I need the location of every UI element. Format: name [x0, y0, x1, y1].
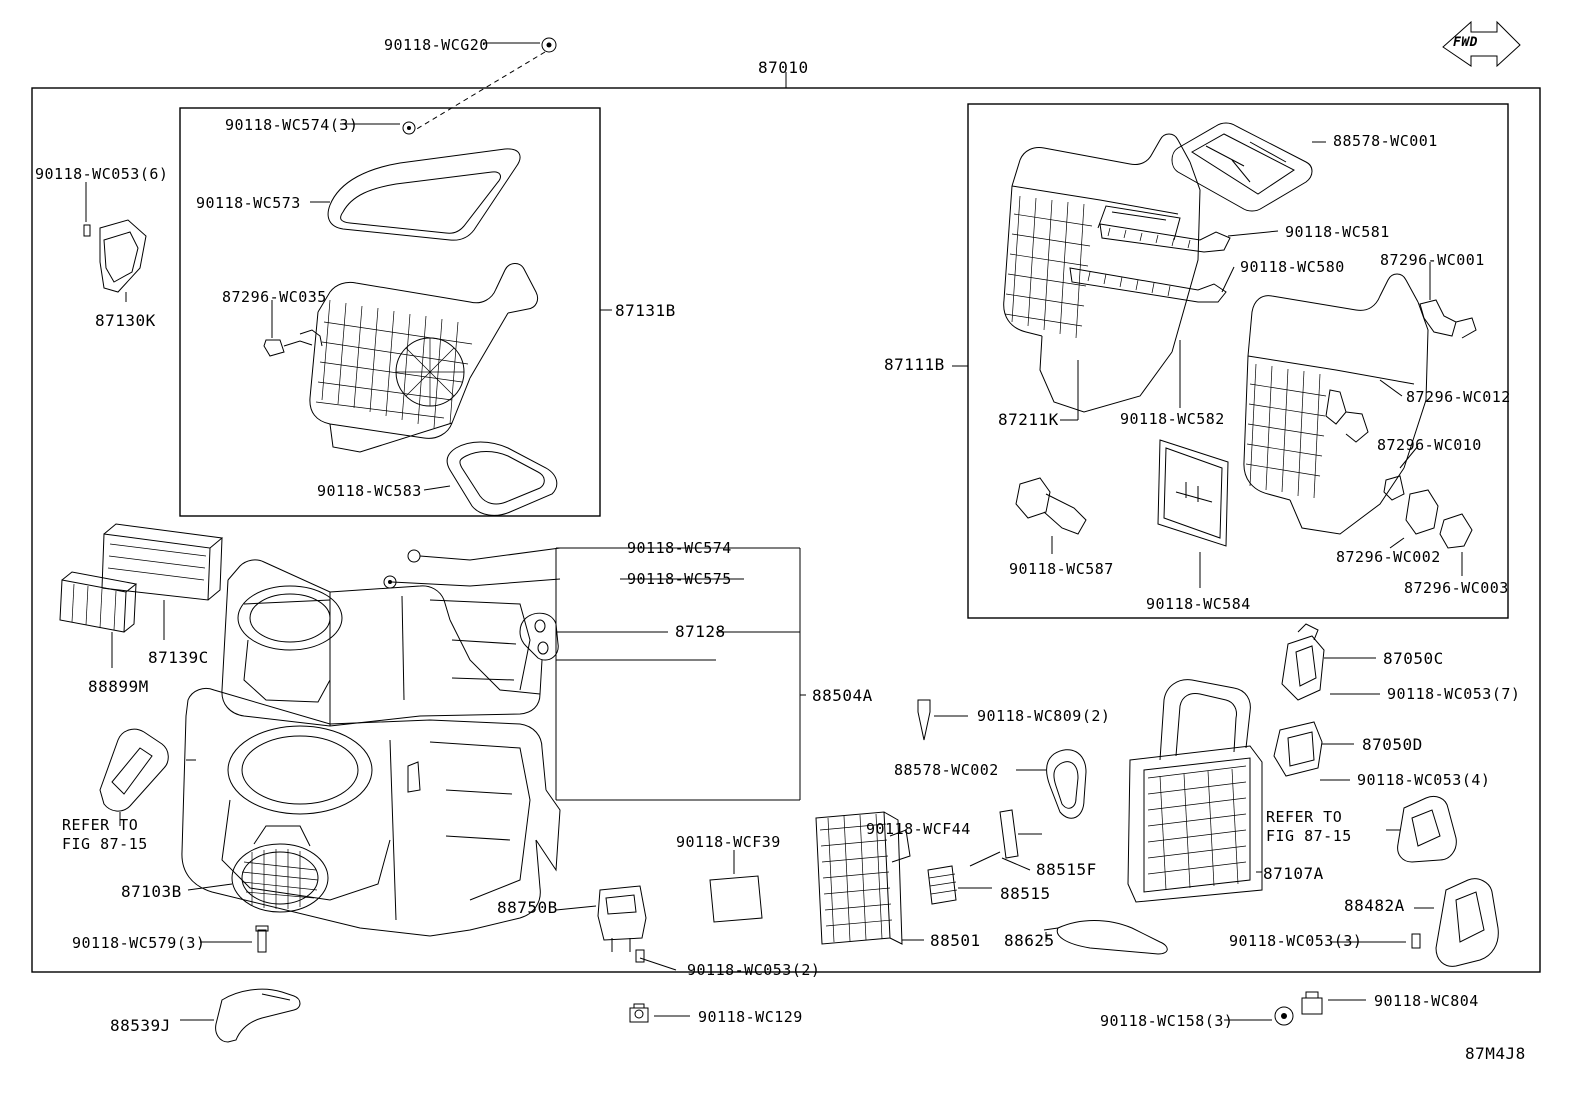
refer-note-right-line1: REFER TO: [1266, 808, 1343, 826]
label-90118-WC582: 90118-WC582: [1120, 410, 1225, 428]
label-88539J: 88539J: [110, 1016, 171, 1035]
label-90118-WCF39: 90118-WCF39: [676, 833, 781, 851]
label-90118-WCG20: 90118-WCG20: [384, 36, 489, 54]
label-90118-WC574: 90118-WC574: [627, 539, 732, 557]
label-88482A: 88482A: [1344, 896, 1405, 915]
label-90118-WC574-3: 90118-WC574(3): [225, 116, 359, 134]
label-90118-WC575: 90118-WC575: [627, 570, 732, 588]
label-87296-WC010: 87296-WC010: [1377, 436, 1482, 454]
label-87128: 87128: [675, 622, 726, 641]
label-87296-WC003: 87296-WC003: [1404, 579, 1509, 597]
label-88750B: 88750B: [497, 898, 558, 917]
refer-note-left: [62, 816, 148, 854]
label-90118-WC809-2: 90118-WC809(2): [977, 707, 1111, 725]
fwd-arrow-label: FWD: [1453, 35, 1478, 50]
label-90118-WC053-2: 90118-WC053(2): [687, 961, 821, 979]
refer-note-left-line2: FIG 87-15: [62, 834, 148, 853]
label-90118-WC584: 90118-WC584: [1146, 595, 1251, 613]
label-90118-WC129: 90118-WC129: [698, 1008, 803, 1026]
label-88578-WC002: 88578-WC002: [894, 761, 999, 779]
label-87111B: 87111B: [884, 355, 945, 374]
label-88899M: 88899M: [88, 677, 149, 696]
label-90118-WC581: 90118-WC581: [1285, 223, 1390, 241]
label-88501: 88501: [930, 931, 981, 950]
label-87107A: 87107A: [1263, 864, 1324, 883]
label-figure-code: 87M4J8: [1465, 1044, 1526, 1063]
label-90118-WCF44: 90118-WCF44: [866, 820, 971, 838]
label-90118-WC158-3: 90118-WC158(3): [1100, 1012, 1234, 1030]
label-87103B: 87103B: [121, 882, 182, 901]
label-90118-WC579-3: 90118-WC579(3): [72, 934, 206, 952]
label-90118-WC583: 90118-WC583: [317, 482, 422, 500]
refer-note-right-line2: FIG 87-15: [1266, 826, 1352, 845]
label-90118-WC053-7: 90118-WC053(7): [1387, 685, 1521, 703]
refer-note-right: [1266, 808, 1352, 846]
label-87296-WC001: 87296-WC001: [1380, 251, 1485, 269]
label-87130K: 87130K: [95, 311, 156, 330]
label-88515F: 88515F: [1036, 860, 1097, 879]
label-88625: 88625: [1004, 931, 1055, 950]
label-90118-WC053-4: 90118-WC053(4): [1357, 771, 1491, 789]
label-87139C: 87139C: [148, 648, 209, 667]
label-87296-WC035: 87296-WC035: [222, 288, 327, 306]
label-87010: 87010: [758, 58, 809, 77]
label-88515: 88515: [1000, 884, 1051, 903]
refer-note-left-line1: REFER TO: [62, 816, 139, 834]
label-87050C: 87050C: [1383, 649, 1444, 668]
label-88578-WC001: 88578-WC001: [1333, 132, 1438, 150]
label-90118-WC580: 90118-WC580: [1240, 258, 1345, 276]
label-90118-WC804: 90118-WC804: [1374, 992, 1479, 1010]
label-88504A: 88504A: [812, 686, 873, 705]
label-87296-WC002: 87296-WC002: [1336, 548, 1441, 566]
label-90118-WC573: 90118-WC573: [196, 194, 301, 212]
label-90118-WC587: 90118-WC587: [1009, 560, 1114, 578]
label-90118-WC053-6: 90118-WC053(6): [35, 165, 169, 183]
label-87050D: 87050D: [1362, 735, 1423, 754]
label-87211K: 87211K: [998, 410, 1059, 429]
label-87296-WC012: 87296-WC012: [1406, 388, 1511, 406]
label-90118-WC053-3: 90118-WC053(3): [1229, 932, 1363, 950]
label-87131B: 87131B: [615, 301, 676, 320]
